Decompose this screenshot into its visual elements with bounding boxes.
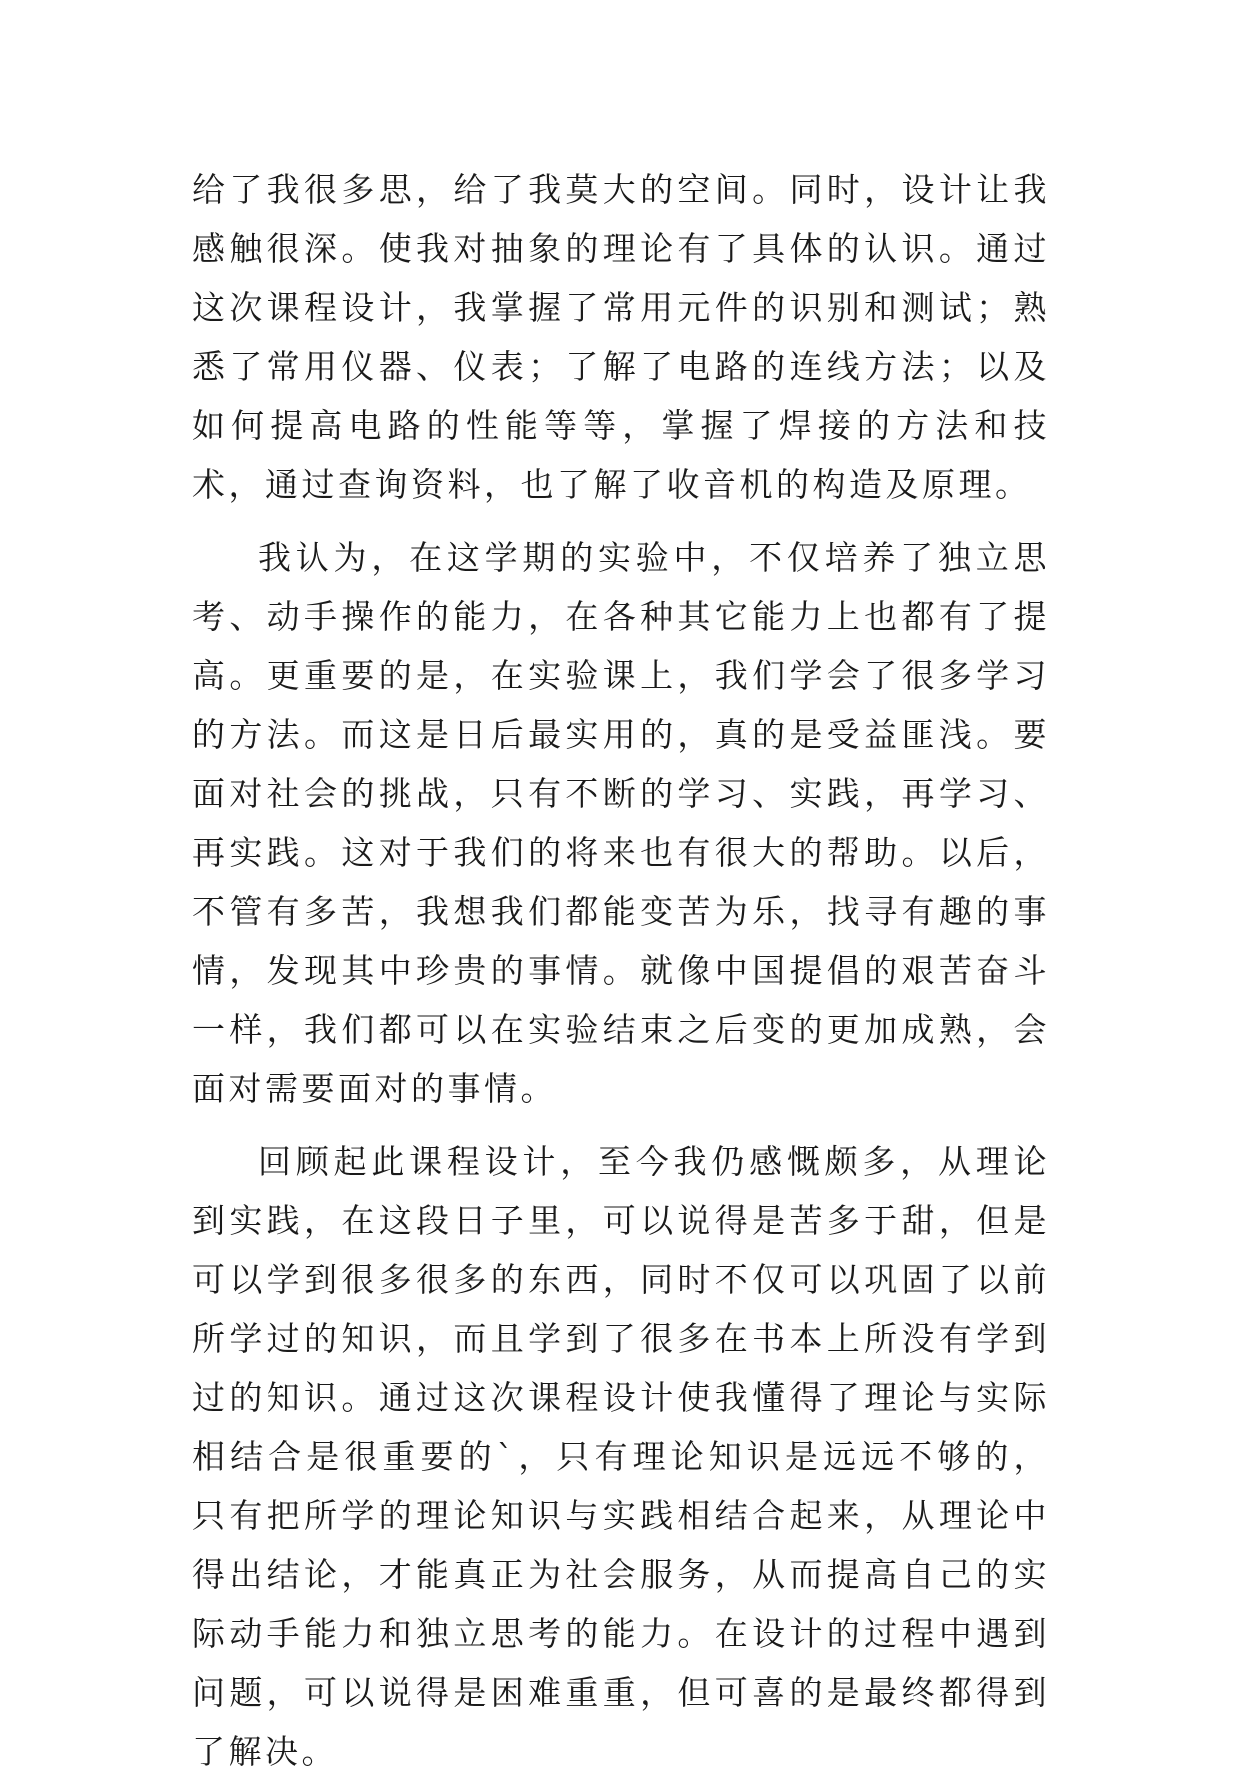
paragraph-review: 回顾起此课程设计，至今我仍感慨颇多，从理论到实践，在这段日子里，可以说得是苦多于甜，但是可以学到很多很多的东西，同时不仅可以巩固了以前所学过的知识，而且学到了很多在书本上所没有学到过的知识。通过这次课程设计使我懂得了理论与实际相结合是很重要的`，只有理论知识是远远不够的，只有把所学的理论知识与实践相结合起来，从理论中得出结论，才能真正为社会服务，从而提高自己的实际动手能力和独立思考的能力。在设计的过程中遇到问题，可以说得是困难重重，但可喜的是最终都得到了解决。 — [192, 1142, 1050, 1771]
paragraph-continued: 给了我很多思，给了我莫大的空间。同时，设计让我感触很深。使我对抽象的理论有了具体的认识。通过这次课程设计，我掌握了常用元件的识别和测试；熟悉了常用仪器、仪表；了解了电路的连线方法；以及如何提高电路的性能等等，掌握了焊接的方法和技术，通过查询资料，也了解了收音机的构造及原理。 — [192, 170, 1050, 504]
paragraph-reflection: 我认为，在这学期的实验中，不仅培养了独立思考、动手操作的能力，在各种其它能力上也都有了提高。更重要的是，在实验课上，我们学会了很多学习的方法。而这是日后最实用的，真的是受益匪浅。要面对社会的挑战，只有不断的学习、实践，再学习、再实践。这对于我们的将来也有很大的帮助。以后，不管有多苦，我想我们都能变苦为乐，找寻有趣的事情，发现其中珍贵的事情。就像中国提倡的艰苦奋斗一样，我们都可以在实验结束之后变的更加成熟，会面对需要面对的事情。 — [192, 538, 1050, 1108]
document-body — [192, 160, 1050, 1781]
